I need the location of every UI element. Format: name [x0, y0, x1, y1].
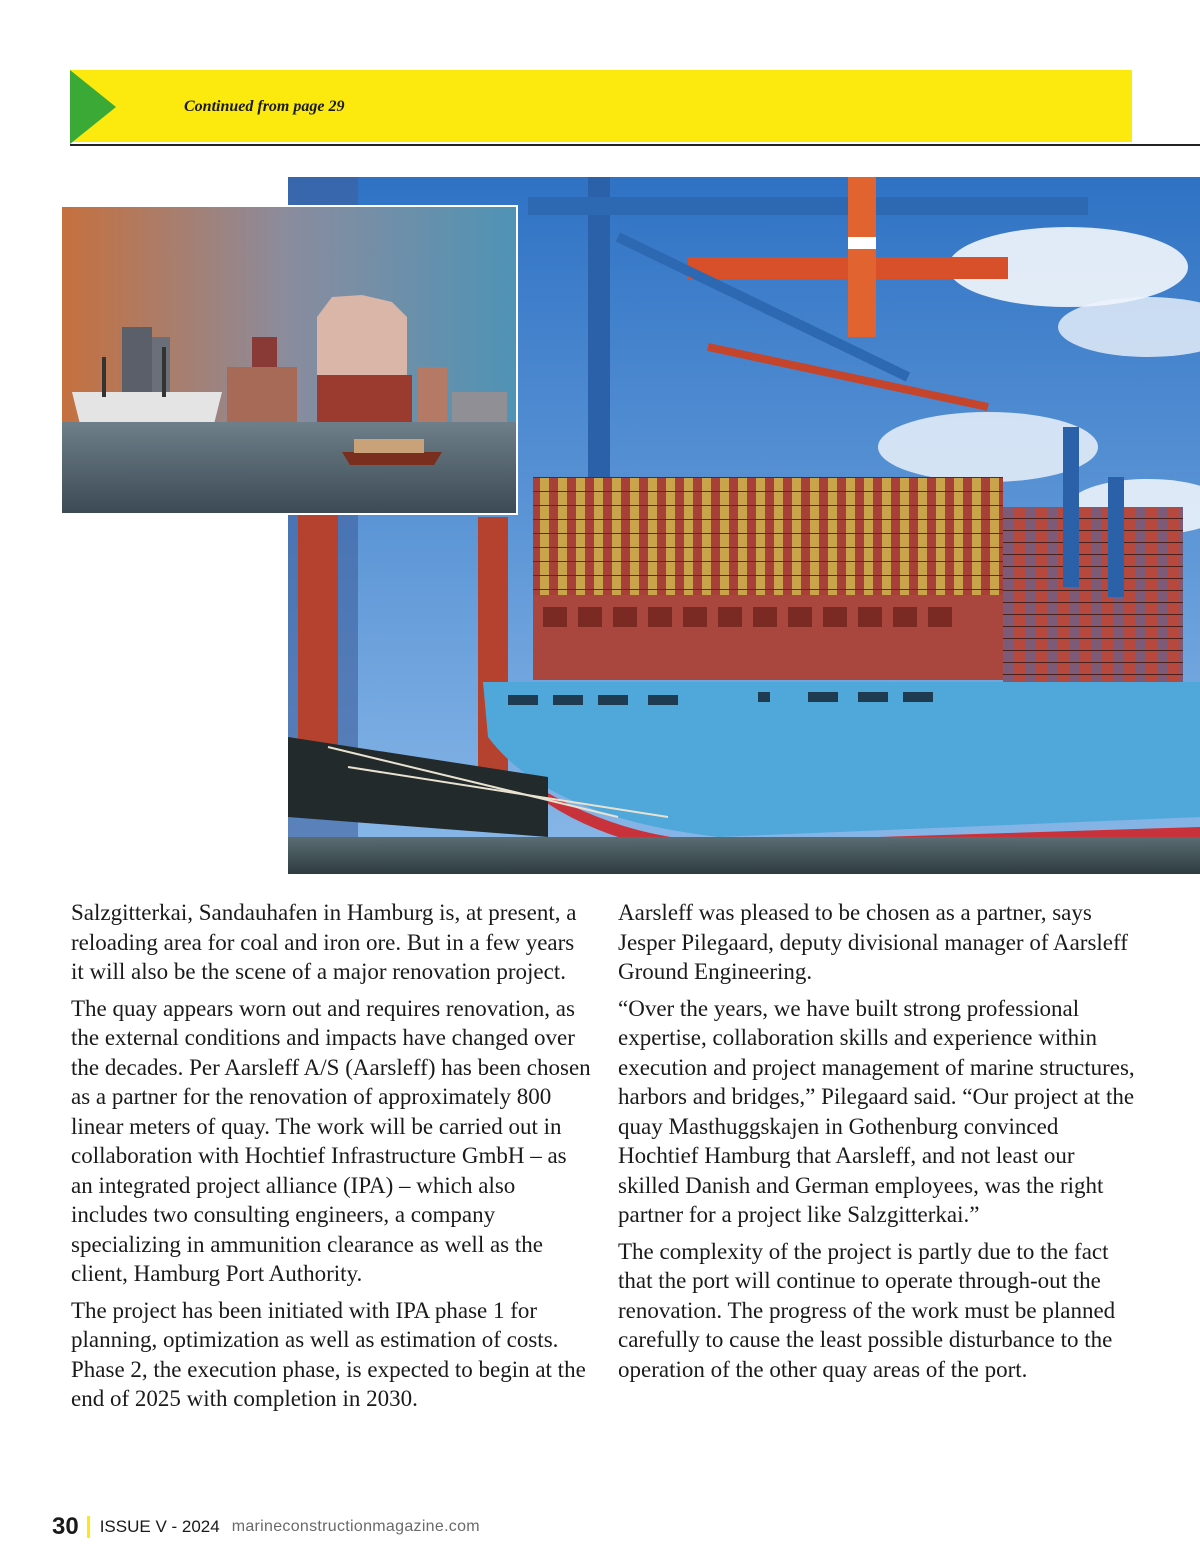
paragraph: Salzgitterkai, Sandauhafen in Hamburg is, at present, a reloading area for coal and iron ore. But in a few years it will also be the scene of a major renovation project. — [71, 900, 577, 984]
issue-label: ISSUE V - 2024 — [99, 1517, 220, 1536]
paragraph: The complexity of the project is partly due to the fact that the port will continue to operate through-out the renovation. The progress of the work must be planned carefully to cause the least possible disturbance to the operation of the other quay areas of the port. — [618, 1238, 1116, 1382]
paragraph: “Over the years, we have built strong professional expertise, collaboration skills and experience within execution and project management of marine structures, harbors and bridges,” Pilegaard said. “Our project at the quay Masthuggskajen in Gothenburg convinced Hochtief Hamburg that Aarsleff, and not least our skilled Danish and German employees, was the right partner for a project like Salzgitterkai.” — [618, 995, 1135, 1227]
continued-from-label: Continued from page 29 — [184, 98, 345, 115]
paragraph: The quay appears worn out and requires renovation, as the external conditions and impacts have changed over the decades. Per Aarsleff A/S (Aarsleff) has been chosen as a partner for the renovation of approximately 800 linear meters of quay. The work will be carried out in collaboration with Hochtief Infrastructure GmbH – as an integrated project alliance (IPA) – which also includes two consulting engineers, a company specializing in ammunition clearance as well as the client, Hamburg Port Authority. — [71, 995, 591, 1286]
green-arrow-icon — [70, 70, 116, 144]
website-link[interactable]: marineconstructionmagazine.com — [231, 1518, 480, 1535]
article-column-right — [618, 898, 1138, 1391]
page-footer — [52, 1512, 480, 1542]
article-column-left — [71, 898, 591, 1421]
hamburg-harbor-photo — [60, 205, 518, 515]
paragraph: The project has been initiated with IPA phase 1 for planning, optimization as well as estimation of costs. Phase 2, the execution phase, is expected to begin at the end of 2025 with completion in 2030. — [71, 1297, 586, 1411]
page-number: 30 — [52, 1513, 79, 1540]
footer-divider — [87, 1516, 90, 1538]
banner-divider — [70, 144, 1200, 146]
paragraph: Aarsleff was pleased to be chosen as a partner, says Jesper Pilegaard, deputy divisional manager of Aarsleff Ground Engineering. — [618, 900, 1128, 984]
continued-banner — [70, 70, 1132, 142]
